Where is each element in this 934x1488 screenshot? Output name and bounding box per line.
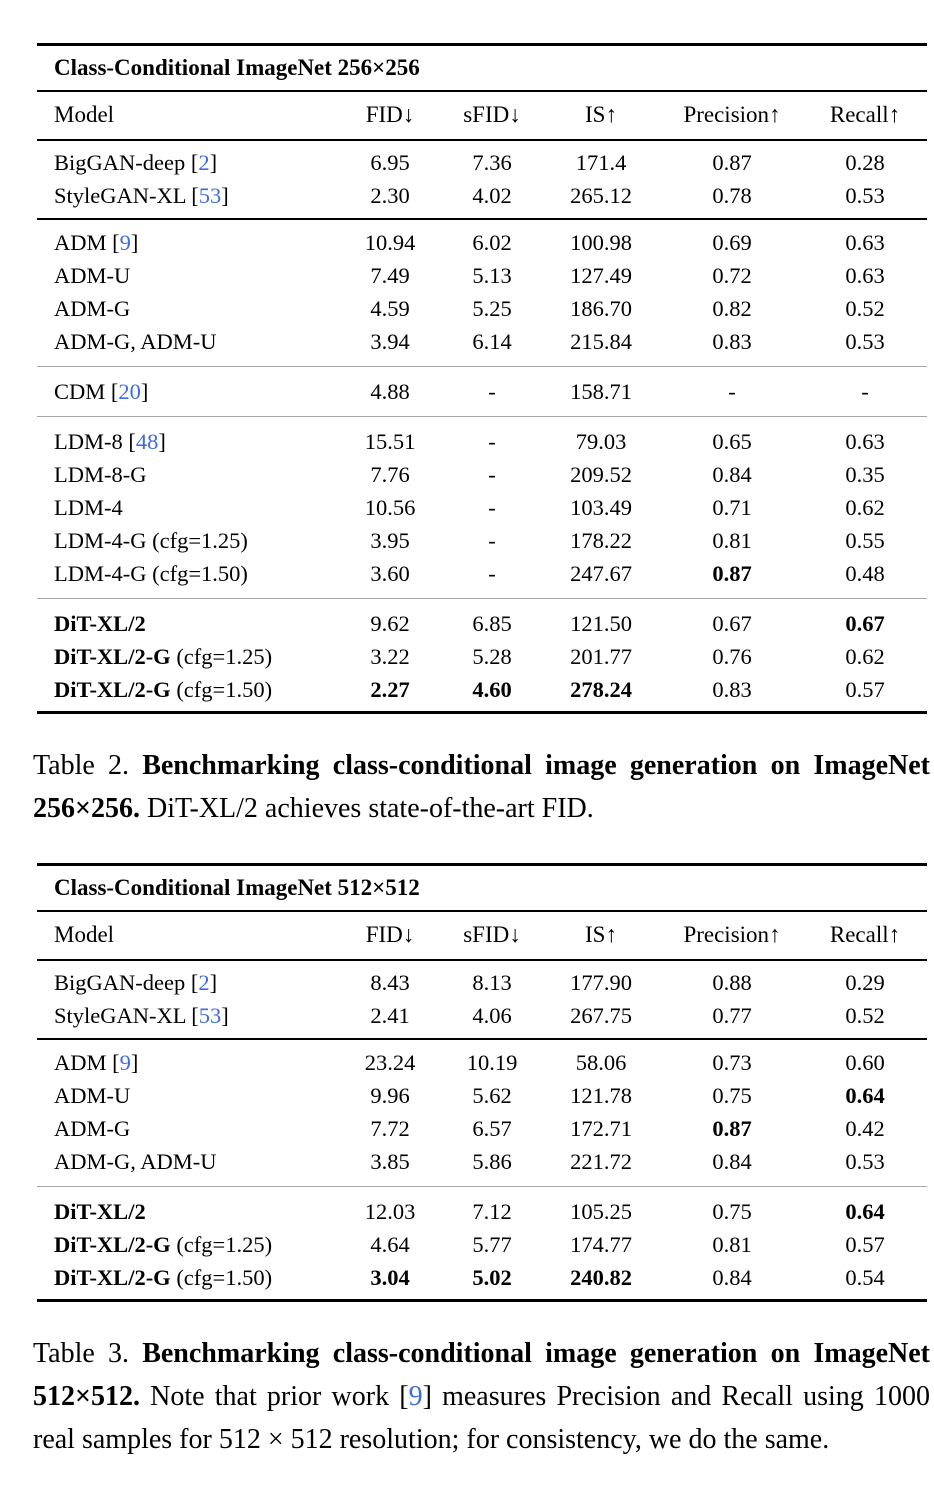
group-divider	[37, 1038, 927, 1040]
value-cell: -	[488, 494, 496, 520]
table-row-ldm-8-g	[37, 458, 927, 491]
table-row-adm-g-adm-u	[37, 325, 927, 358]
citation-bracket-close: ]	[140, 378, 149, 404]
value-cell: 7.72	[370, 1115, 410, 1141]
column-header-sfid: sFID↓	[463, 922, 521, 947]
model-cell	[37, 230, 337, 256]
table-body	[37, 961, 927, 1299]
model-cell	[37, 528, 337, 554]
column-header-model: Model	[54, 922, 115, 947]
value-cell: 0.71	[712, 494, 752, 520]
citation-bracket-open: [	[122, 428, 136, 454]
model-name: DiT-XL/2	[54, 610, 146, 636]
column-header-sfid: sFID↓	[463, 102, 521, 127]
column-header-precision: Precision↑	[683, 922, 781, 947]
model-name: ADM-U	[54, 262, 131, 288]
table-row-cdm	[37, 375, 927, 408]
value-cell: 0.83	[712, 676, 752, 702]
model-cell	[37, 1003, 337, 1029]
value-cell: 247.67	[570, 560, 632, 586]
value-cell: 0.63	[845, 229, 885, 255]
model-cell	[37, 677, 337, 703]
column-header-fid: FID↓	[365, 922, 415, 947]
model-cell	[37, 1199, 337, 1225]
model-cell	[37, 150, 337, 176]
citation-bracket-open: [	[105, 378, 119, 404]
citation-link[interactable]: 48	[135, 428, 159, 454]
table-row-biggan-deep	[37, 146, 927, 179]
model-name: DiT-XL/2	[54, 1198, 146, 1224]
citation-link[interactable]: 9	[119, 1049, 131, 1075]
value-cell: 0.52	[845, 1002, 885, 1028]
citation-link[interactable]: 2	[198, 149, 210, 175]
value-cell: 0.81	[712, 527, 752, 553]
value-cell: 2.41	[370, 1002, 410, 1028]
value-cell: 158.71	[570, 378, 632, 404]
value-cell: 278.24	[570, 676, 632, 702]
citation-bracket-close: ]	[221, 182, 229, 208]
value-cell: 4.02	[472, 182, 512, 208]
value-cell: 0.77	[712, 1002, 752, 1028]
value-cell: 8.43	[370, 969, 410, 995]
table-row-adm-u	[37, 259, 927, 292]
benchmark-table-imagenet-512	[37, 863, 927, 1302]
model-cell	[37, 1116, 337, 1142]
citation-bracket-close: ]	[130, 229, 139, 255]
value-cell: 2.27	[370, 676, 410, 702]
model-name: DiT-XL/2-G	[54, 643, 171, 669]
value-cell: 221.72	[570, 1148, 632, 1174]
value-cell: 105.25	[570, 1198, 632, 1224]
citation-link[interactable]: 53	[198, 182, 222, 208]
table-3-caption	[33, 1332, 930, 1461]
model-cell	[37, 1149, 337, 1175]
citation-bracket-close: ]	[221, 1002, 229, 1028]
model-name: LDM-4-G	[54, 527, 147, 553]
value-cell: 0.63	[845, 428, 885, 454]
value-cell: 172.71	[570, 1115, 632, 1141]
model-name: ADM	[54, 1049, 107, 1075]
value-cell: -	[488, 428, 496, 454]
citation-bracket-open: [	[185, 182, 199, 208]
value-cell: -	[488, 461, 496, 487]
benchmark-table-imagenet-256	[37, 43, 927, 714]
value-cell: 6.57	[472, 1115, 512, 1141]
value-cell: 209.52	[570, 461, 632, 487]
value-cell: 0.54	[845, 1264, 885, 1290]
value-cell: 9.62	[370, 610, 410, 636]
value-cell: 171.4	[575, 149, 627, 175]
value-cell: 10.56	[364, 494, 416, 520]
citation-link[interactable]: 2	[198, 969, 210, 995]
value-cell: 0.87	[712, 560, 752, 586]
value-cell: 265.12	[570, 182, 632, 208]
model-cell	[37, 183, 337, 209]
group-divider	[37, 416, 927, 417]
value-cell: 5.62	[472, 1082, 512, 1108]
value-cell: 5.28	[472, 643, 512, 669]
table-row-dit-xl-2	[37, 607, 927, 640]
value-cell: 0.84	[712, 1148, 752, 1174]
citation-bracket-open: [	[106, 1049, 120, 1075]
citation-bracket-close: ]	[130, 1049, 139, 1075]
value-cell: 0.42	[845, 1115, 885, 1141]
model-cell	[37, 970, 337, 996]
value-cell: 0.60	[845, 1049, 885, 1075]
value-cell: 5.86	[472, 1148, 512, 1174]
value-cell: 215.84	[570, 328, 632, 354]
value-cell: 4.64	[370, 1231, 410, 1257]
value-cell: 0.64	[845, 1198, 885, 1224]
value-cell: 103.49	[570, 494, 632, 520]
table-row-adm-g	[37, 1112, 927, 1145]
citation-bracket-open: [	[106, 229, 120, 255]
value-cell: 6.14	[472, 328, 512, 354]
value-cell: 100.98	[570, 229, 632, 255]
value-cell: 3.94	[370, 328, 410, 354]
citation-link[interactable]: 9	[119, 229, 131, 255]
table-row-adm-u	[37, 1079, 927, 1112]
value-cell: -	[728, 378, 736, 404]
model-name: LDM-4-G	[54, 560, 147, 586]
value-cell: 6.95	[370, 149, 410, 175]
value-cell: -	[861, 378, 869, 404]
citation-bracket-close: ]	[158, 428, 166, 454]
value-cell: 58.06	[575, 1049, 627, 1075]
column-header-recall: Recall↑	[829, 102, 901, 127]
model-name: DiT-XL/2-G	[54, 676, 171, 702]
group-divider	[37, 218, 927, 220]
value-cell: 9.96	[370, 1082, 410, 1108]
citation-bracket-close: ]	[209, 149, 218, 175]
value-cell: 0.63	[845, 262, 885, 288]
model-cell	[37, 561, 337, 587]
value-cell: 0.76	[712, 643, 752, 669]
table-row-ldm-4-g-cfg-1-25	[37, 524, 927, 557]
group-divider	[37, 1186, 927, 1187]
value-cell: 0.53	[845, 328, 885, 354]
value-cell: 10.19	[466, 1049, 518, 1075]
value-cell: -	[488, 560, 496, 586]
model-name: LDM-8-G	[54, 461, 147, 487]
group-divider	[37, 366, 927, 367]
table-row-dit-xl-2-g-cfg-1-50	[37, 673, 927, 706]
value-cell: 0.52	[845, 295, 885, 321]
value-cell: 0.69	[712, 229, 752, 255]
value-cell: 7.36	[472, 149, 512, 175]
value-cell: 0.28	[845, 149, 885, 175]
citation-bracket-open: [	[185, 1002, 199, 1028]
model-cell	[37, 329, 337, 355]
column-header-fid: FID↓	[365, 102, 415, 127]
model-name: LDM-4	[54, 494, 123, 520]
value-cell: 3.85	[370, 1148, 410, 1174]
value-cell: 4.59	[370, 295, 410, 321]
value-cell: 178.22	[570, 527, 632, 553]
value-cell: 127.49	[570, 262, 632, 288]
value-cell: 7.49	[370, 262, 410, 288]
model-note: (cfg=1.25)	[170, 1231, 273, 1257]
table-row-ldm-4	[37, 491, 927, 524]
value-cell: 4.06	[472, 1002, 512, 1028]
value-cell: 0.57	[845, 1231, 885, 1257]
table-2-caption	[33, 744, 930, 830]
caption-text: Note that prior work [	[139, 1381, 409, 1412]
table-row-biggan-deep	[37, 966, 927, 999]
value-cell: 7.76	[370, 461, 410, 487]
value-cell: 4.60	[472, 676, 512, 702]
model-cell	[37, 1083, 337, 1109]
value-cell: -	[488, 378, 496, 404]
value-cell: 5.13	[472, 262, 512, 288]
value-cell: 0.53	[845, 1148, 885, 1174]
value-cell: 0.87	[712, 1115, 752, 1141]
model-note: (cfg=1.25)	[146, 527, 248, 553]
caption-text: Table 3.	[33, 1338, 143, 1369]
value-cell: 0.35	[845, 461, 885, 487]
model-name: DiT-XL/2-G	[54, 1231, 171, 1257]
value-cell: 0.65	[712, 428, 752, 454]
value-cell: 0.84	[712, 1264, 752, 1290]
model-note: (cfg=1.50)	[170, 676, 273, 702]
model-name: CDM	[54, 378, 106, 404]
model-name: StyleGAN-XL	[54, 1002, 186, 1028]
table-bottom-rule	[37, 1299, 927, 1302]
model-cell	[37, 379, 337, 405]
value-cell: 0.75	[712, 1082, 752, 1108]
table-bottom-rule	[37, 711, 927, 714]
value-cell: 0.87	[712, 149, 752, 175]
value-cell: 0.48	[845, 560, 885, 586]
value-cell: 15.51	[364, 428, 416, 454]
value-cell: 5.02	[472, 1264, 512, 1290]
table-header-row	[37, 92, 927, 139]
caption-text: ] measures Precision and Recall using 1000 real samples for 512 × 512 resolution; for consistency, we do the same.	[33, 1381, 930, 1455]
value-cell: 0.88	[712, 969, 752, 995]
citation-bracket-open: [	[185, 149, 199, 175]
column-header-precision: Precision↑	[683, 102, 781, 127]
value-cell: 0.78	[712, 182, 752, 208]
value-cell: 174.77	[570, 1231, 632, 1257]
value-cell: 0.57	[845, 676, 885, 702]
value-cell: 0.82	[712, 295, 752, 321]
citation-link[interactable]: 9	[408, 1381, 423, 1412]
model-name: BigGAN-deep	[54, 969, 186, 995]
table-body	[37, 141, 927, 711]
value-cell: 186.70	[570, 295, 632, 321]
value-cell: 3.04	[370, 1264, 410, 1290]
value-cell: 267.75	[570, 1002, 632, 1028]
model-note: (cfg=1.50)	[170, 1264, 273, 1290]
model-cell	[37, 1232, 337, 1258]
citation-bracket-open: [	[185, 969, 199, 995]
table-row-adm-g-adm-u	[37, 1145, 927, 1178]
model-name: ADM	[54, 229, 107, 255]
model-cell	[37, 644, 337, 670]
value-cell: 0.64	[845, 1082, 885, 1108]
model-cell	[37, 1265, 337, 1291]
value-cell: 0.72	[712, 262, 752, 288]
value-cell: 0.53	[845, 182, 885, 208]
model-name: ADM-G	[54, 295, 131, 321]
table-row-stylegan-xl	[37, 179, 927, 212]
value-cell: 7.12	[472, 1198, 512, 1224]
value-cell: 6.02	[472, 229, 512, 255]
model-name: ADM-U	[54, 1082, 131, 1108]
caption-text: DiT-XL/2 achieves state-of-the-art FID.	[139, 793, 594, 824]
value-cell: 5.25	[472, 295, 512, 321]
caption-text: Benchmarking class-conditional image generation on ImageNet 256×256.	[33, 750, 930, 824]
value-cell: 3.22	[370, 643, 410, 669]
table-row-adm	[37, 1046, 927, 1079]
table-row-dit-xl-2	[37, 1195, 927, 1228]
value-cell: 12.03	[364, 1198, 416, 1224]
caption-text: Benchmarking class-conditional image generation on ImageNet 512×512.	[33, 1338, 930, 1412]
value-cell: 240.82	[570, 1264, 632, 1290]
value-cell: 3.95	[370, 527, 410, 553]
column-header-recall: Recall↑	[829, 922, 901, 947]
value-cell: 79.03	[575, 428, 627, 454]
column-header-model: Model	[54, 102, 115, 127]
model-cell	[37, 611, 337, 637]
value-cell: 0.62	[845, 494, 885, 520]
value-cell: 0.67	[845, 610, 885, 636]
table-row-stylegan-xl	[37, 999, 927, 1032]
column-header-is: IS↑	[585, 102, 617, 127]
model-name: ADM-G, ADM-U	[54, 328, 217, 354]
value-cell: 0.67	[712, 610, 752, 636]
column-header-is: IS↑	[585, 922, 617, 947]
model-name: ADM-G	[54, 1115, 131, 1141]
value-cell: 121.78	[570, 1082, 632, 1108]
table-header-row	[37, 912, 927, 959]
table-row-ldm-4-g-cfg-1-50	[37, 557, 927, 590]
value-cell: 23.24	[364, 1049, 416, 1075]
value-cell: 8.13	[472, 969, 512, 995]
table-row-ldm-8	[37, 425, 927, 458]
value-cell: 0.55	[845, 527, 885, 553]
value-cell: 177.90	[570, 969, 632, 995]
group-divider	[37, 598, 927, 599]
model-cell	[37, 429, 337, 455]
value-cell: 0.75	[712, 1198, 752, 1224]
table-title: Class-Conditional ImageNet 512×512	[54, 875, 420, 900]
model-name: BigGAN-deep	[54, 149, 186, 175]
table-title: Class-Conditional ImageNet 256×256	[54, 55, 420, 80]
table-row-adm	[37, 226, 927, 259]
table-row-adm-g	[37, 292, 927, 325]
table-row-dit-xl-2-g-cfg-1-25	[37, 1228, 927, 1261]
model-name: LDM-8	[54, 428, 123, 454]
model-cell	[37, 495, 337, 521]
table-row-dit-xl-2-g-cfg-1-25	[37, 640, 927, 673]
value-cell: 0.73	[712, 1049, 752, 1075]
citation-link[interactable]: 53	[198, 1002, 222, 1028]
value-cell: 0.29	[845, 969, 885, 995]
value-cell: 0.81	[712, 1231, 752, 1257]
table-row-dit-xl-2-g-cfg-1-50	[37, 1261, 927, 1294]
value-cell: 4.88	[370, 378, 410, 404]
value-cell: 5.77	[472, 1231, 512, 1257]
value-cell: 10.94	[364, 229, 416, 255]
model-cell	[37, 1050, 337, 1076]
model-cell	[37, 462, 337, 488]
model-name: DiT-XL/2-G	[54, 1264, 171, 1290]
value-cell: 6.85	[472, 610, 512, 636]
value-cell: 201.77	[570, 643, 632, 669]
caption-text: Table 2.	[33, 750, 143, 781]
model-cell	[37, 263, 337, 289]
model-note: (cfg=1.25)	[170, 643, 273, 669]
citation-bracket-close: ]	[209, 969, 218, 995]
model-name: StyleGAN-XL	[54, 182, 186, 208]
value-cell: 2.30	[370, 182, 410, 208]
citation-link[interactable]: 20	[118, 378, 141, 404]
model-name: ADM-G, ADM-U	[54, 1148, 217, 1174]
value-cell: 3.60	[370, 560, 410, 586]
value-cell: 0.62	[845, 643, 885, 669]
value-cell: -	[488, 527, 496, 553]
model-cell	[37, 296, 337, 322]
value-cell: 0.84	[712, 461, 752, 487]
value-cell: 0.83	[712, 328, 752, 354]
value-cell: 121.50	[570, 610, 632, 636]
model-note: (cfg=1.50)	[146, 560, 248, 586]
